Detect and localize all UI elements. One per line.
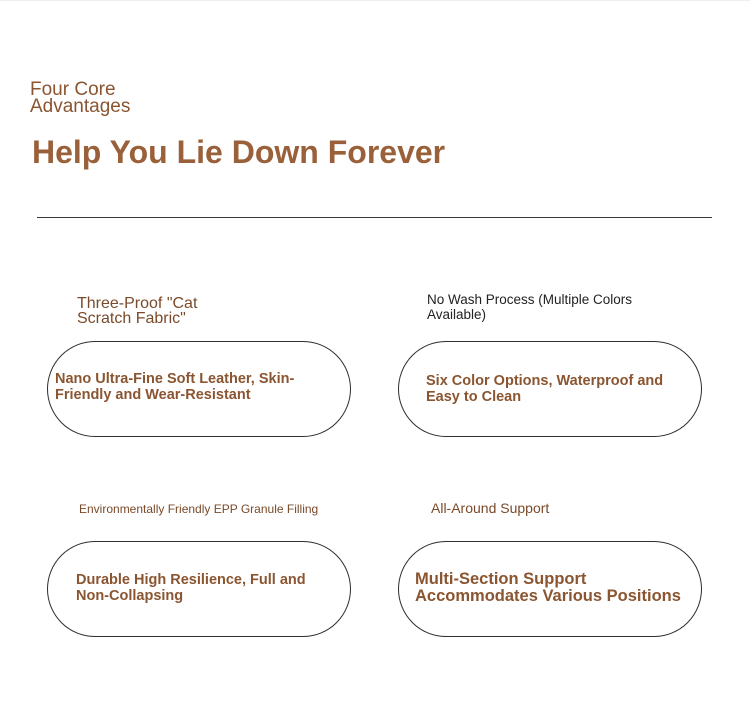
feature-title-all-around-support: All-Around Support (431, 500, 550, 516)
feature-description-epp-filling: Durable High Resilience, Full and Non-Collapsing (76, 572, 306, 604)
feature-description-no-wash: Six Color Options, Waterproof and Easy to Clean (426, 373, 664, 405)
section-subtitle: Four Core Advantages (30, 79, 131, 117)
header-divider (37, 217, 712, 218)
feature-description-all-around-support: Multi-Section Support Accommodates Various Positions (415, 570, 681, 605)
feature-description-cat-scratch-fabric: Nano Ultra-Fine Soft Leather, Skin-Friendly and Wear-Resistant (55, 371, 295, 403)
section-headline: Help You Lie Down Forever (32, 134, 446, 170)
feature-title-epp-filling: Environmentally Friendly EPP Granule Filling (79, 502, 319, 516)
feature-title-no-wash: No Wash Process (Multiple Colors Available) (427, 292, 633, 322)
feature-title-cat-scratch-fabric: Three-Proof "Cat Scratch Fabric" (77, 295, 198, 327)
